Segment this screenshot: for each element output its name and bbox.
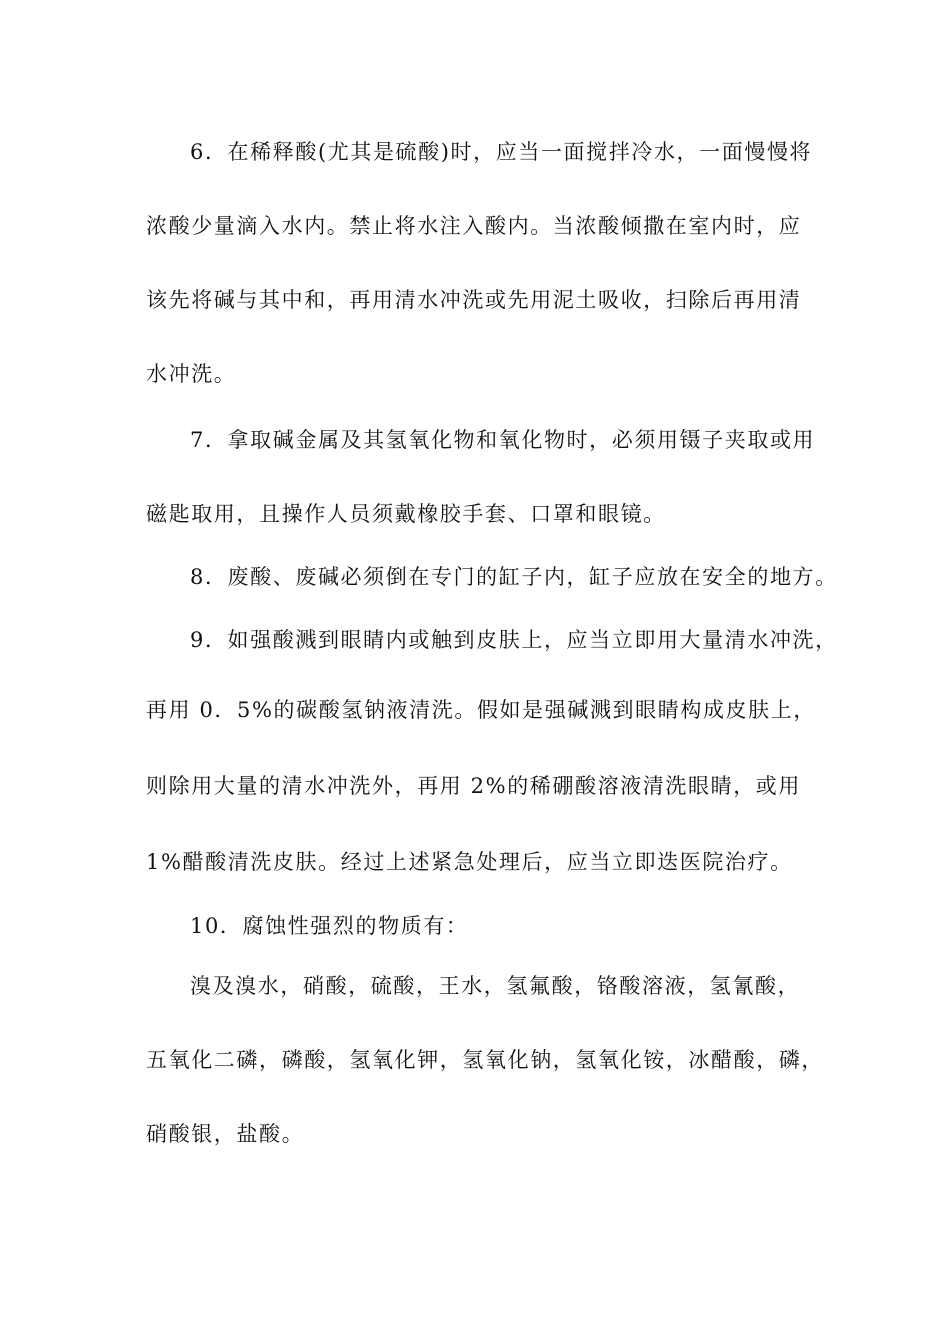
- corrosives-line-1: 溴及溴水，硝酸，硫酸，王水，氢氟酸，铬酸溶液，氢氰酸，: [190, 974, 801, 998]
- item-9-line-3: 则除用大量的清水冲洗外，再用 2%的稀硼酸溶液清洗眼睛，或用: [146, 774, 801, 798]
- item-7-line-2: 磁匙取用，且操作人员须戴橡胶手套、口罩和眼镜。: [146, 502, 666, 526]
- item-6-line-1: 6．在稀释酸(尤其是硫酸)时，应当一面搅拌冷水，一面慢慢将: [190, 140, 813, 164]
- item-9-line-4: 1%醋酸清洗皮肤。经过上述紧急处理后，应当立即迭医院治疗。: [146, 850, 793, 874]
- item-7-line-1: 7．拿取碱金属及其氢氧化物和氧化物时，必须用镊子夹取或用: [190, 428, 816, 452]
- item-6-line-4: 水冲洗。: [146, 362, 237, 386]
- corrosives-line-2: 五氧化二磷，磷酸，氢氧化钾，氢氧化钠，氢氧化铵，冰醋酸，磷，: [146, 1048, 824, 1072]
- corrosives-line-3: 硝酸银，盐酸。: [146, 1122, 305, 1146]
- item-9-line-1: 9．如强酸溅到眼睛内或触到皮肤上，应当立即用大量清水冲洗，: [190, 628, 838, 652]
- item-10-heading: 10．腐蚀性强烈的物质有：: [190, 914, 469, 938]
- item-6-line-2: 浓酸少量滴入水内。禁止将水注入酸内。当浓酸倾撒在室内时，应: [146, 214, 802, 238]
- item-6-line-3: 该先将碱与其中和，再用清水冲洗或先用泥土吸收，扫除后再用清: [146, 288, 802, 312]
- item-9-line-2: 再用 0．5%的碳酸氢钠液清洗。假如是强碱溅到眼睛构成皮肤上，: [146, 698, 816, 722]
- item-8-line-1: 8．废酸、废碱必须倒在专门的缸子内，缸子应放在安全的地方。: [190, 565, 838, 589]
